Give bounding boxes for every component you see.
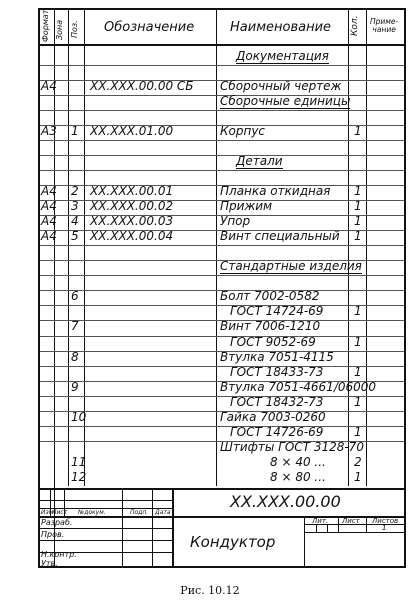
section-heading: Документация xyxy=(236,49,329,63)
stamp-nkontr: Н.контр. xyxy=(41,550,77,559)
row-name: ГОСТ 18432-73 xyxy=(230,394,324,409)
row-pos: 5 xyxy=(71,229,79,244)
row-line xyxy=(40,336,404,337)
row-line xyxy=(40,305,404,306)
row-line xyxy=(40,170,404,171)
stamp-rule xyxy=(304,532,404,533)
header-qty: Кол. xyxy=(350,15,360,36)
row-designation: XX.XXX.00.02 xyxy=(90,199,174,214)
row-qty: 1 xyxy=(354,334,362,349)
section-heading: Детали xyxy=(236,154,283,169)
row-designation: XX.XXX.01.00 xyxy=(90,124,174,139)
row-name: ГОСТ 9052-69 xyxy=(230,334,316,349)
row-format: А4 xyxy=(41,229,57,244)
row-designation: XX.XXX.00.01 xyxy=(90,184,174,199)
stamp-listov: Листов xyxy=(372,517,399,525)
row-name: Сборочный чертеж xyxy=(220,79,342,94)
row-name: Винт специальный xyxy=(220,229,340,244)
row-pos: 2 xyxy=(71,184,79,199)
stamp-col xyxy=(327,524,328,532)
row-pos: 6 xyxy=(71,289,79,304)
row-designation: XX.XXX.00.03 xyxy=(90,214,174,229)
row-pos: 10 xyxy=(71,409,87,424)
stamp-col xyxy=(304,516,305,568)
row-line xyxy=(40,110,404,111)
doc-number: XX.XXX.00.00 xyxy=(230,492,341,511)
row-pos: 7 xyxy=(71,319,79,334)
row-name: Упор xyxy=(220,214,251,229)
row-line xyxy=(40,140,404,141)
row-designation: XX.XXX.00.04 xyxy=(90,229,174,244)
row-name: ГОСТ 18433-73 xyxy=(230,364,324,379)
row-format: А3 xyxy=(41,124,57,139)
col-line xyxy=(68,10,69,486)
row-name: ГОСТ 14726-69 xyxy=(230,424,324,439)
header-rule xyxy=(40,44,404,46)
row-name: Втулка 7051-4115 xyxy=(220,349,334,364)
stamp-top-rule xyxy=(40,488,404,490)
stamp-list: Лист xyxy=(52,509,68,516)
stamp-docum: №докум. xyxy=(78,509,106,516)
row-qty: 1 xyxy=(354,229,362,244)
row-qty: 1 xyxy=(354,469,362,484)
row-name: 8 × 80 ... xyxy=(270,469,326,484)
col-line xyxy=(366,10,367,486)
header-pos: Поз. xyxy=(70,20,79,38)
row-qty: 1 xyxy=(354,394,362,409)
row-name: Винт 7006-1210 xyxy=(220,319,321,334)
doc-title: Кондуктор xyxy=(190,533,276,551)
row-line xyxy=(40,366,404,367)
row-name: Втулка 7051-4661/06000 xyxy=(220,379,377,394)
row-line xyxy=(40,426,404,427)
col-line xyxy=(54,10,55,566)
header-zone: Зона xyxy=(55,19,64,40)
section-heading: Стандартные изделия xyxy=(220,259,362,274)
row-name: Болт 7002-0582 xyxy=(220,289,320,304)
header-format: Формат xyxy=(41,9,50,42)
stamp-podp: Подп. xyxy=(130,509,149,516)
col-line xyxy=(216,10,217,486)
row-format: А4 xyxy=(41,79,57,94)
row-pos: 3 xyxy=(71,199,79,214)
row-name: Штифты ГОСТ 3128-70 xyxy=(220,439,364,454)
stamp-prov: Пров. xyxy=(41,530,65,539)
stamp-razrab: Разраб. xyxy=(41,518,73,527)
row-qty: 1 xyxy=(354,304,362,319)
stamp-col xyxy=(338,516,339,532)
row-qty: 1 xyxy=(354,424,362,439)
row-pos: 12 xyxy=(71,469,87,484)
row-line xyxy=(40,275,404,276)
table-frame xyxy=(38,8,406,568)
row-name: 8 × 40 ... xyxy=(270,454,326,469)
row-qty: 1 xyxy=(354,184,362,199)
row-qty: 2 xyxy=(354,454,362,469)
row-qty: 1 xyxy=(354,124,362,139)
header-name: Наименование xyxy=(230,20,332,35)
stamp-lit: Лит. xyxy=(312,517,329,525)
figure-caption: Рис. 10.12 xyxy=(180,584,240,597)
stamp-list-label: Лист xyxy=(342,517,360,525)
row-line xyxy=(40,396,404,397)
row-format: А4 xyxy=(41,199,57,214)
header-note: Приме- чание xyxy=(370,17,399,34)
row-line xyxy=(40,155,404,156)
row-line xyxy=(40,65,404,66)
stamp-izm: Изм xyxy=(41,509,54,516)
row-name: Планка откидная xyxy=(220,184,331,199)
stamp-col xyxy=(152,488,153,568)
row-pos: 4 xyxy=(71,214,79,229)
header-designation: Обозначение xyxy=(104,20,195,35)
row-pos: 8 xyxy=(71,349,79,364)
stamp-col xyxy=(316,524,317,532)
stamp-utv: Утв. xyxy=(41,559,58,568)
stamp-col xyxy=(122,488,123,568)
row-name: Прижим xyxy=(220,199,273,214)
row-pos: 11 xyxy=(71,454,87,469)
stamp-listov-value: 1 xyxy=(382,524,387,532)
section-heading: Сборочные единицы xyxy=(220,94,351,109)
row-pos: 9 xyxy=(71,379,79,394)
stamp-col xyxy=(172,488,174,568)
row-qty: 1 xyxy=(354,364,362,379)
col-line xyxy=(348,10,349,486)
row-format: А4 xyxy=(41,214,57,229)
row-designation: XX.XXX.00.00 СБ xyxy=(90,79,194,94)
row-format: А4 xyxy=(41,184,57,199)
row-qty: 1 xyxy=(354,199,362,214)
row-line xyxy=(40,245,404,246)
row-name: ГОСТ 14724-69 xyxy=(230,304,324,319)
row-name: Корпус xyxy=(220,124,266,139)
stamp-col xyxy=(366,516,367,532)
row-qty: 1 xyxy=(354,214,362,229)
row-pos: 1 xyxy=(71,124,79,139)
stamp-data: Дата xyxy=(155,509,171,516)
row-name: Гайка 7003-0260 xyxy=(220,409,326,424)
